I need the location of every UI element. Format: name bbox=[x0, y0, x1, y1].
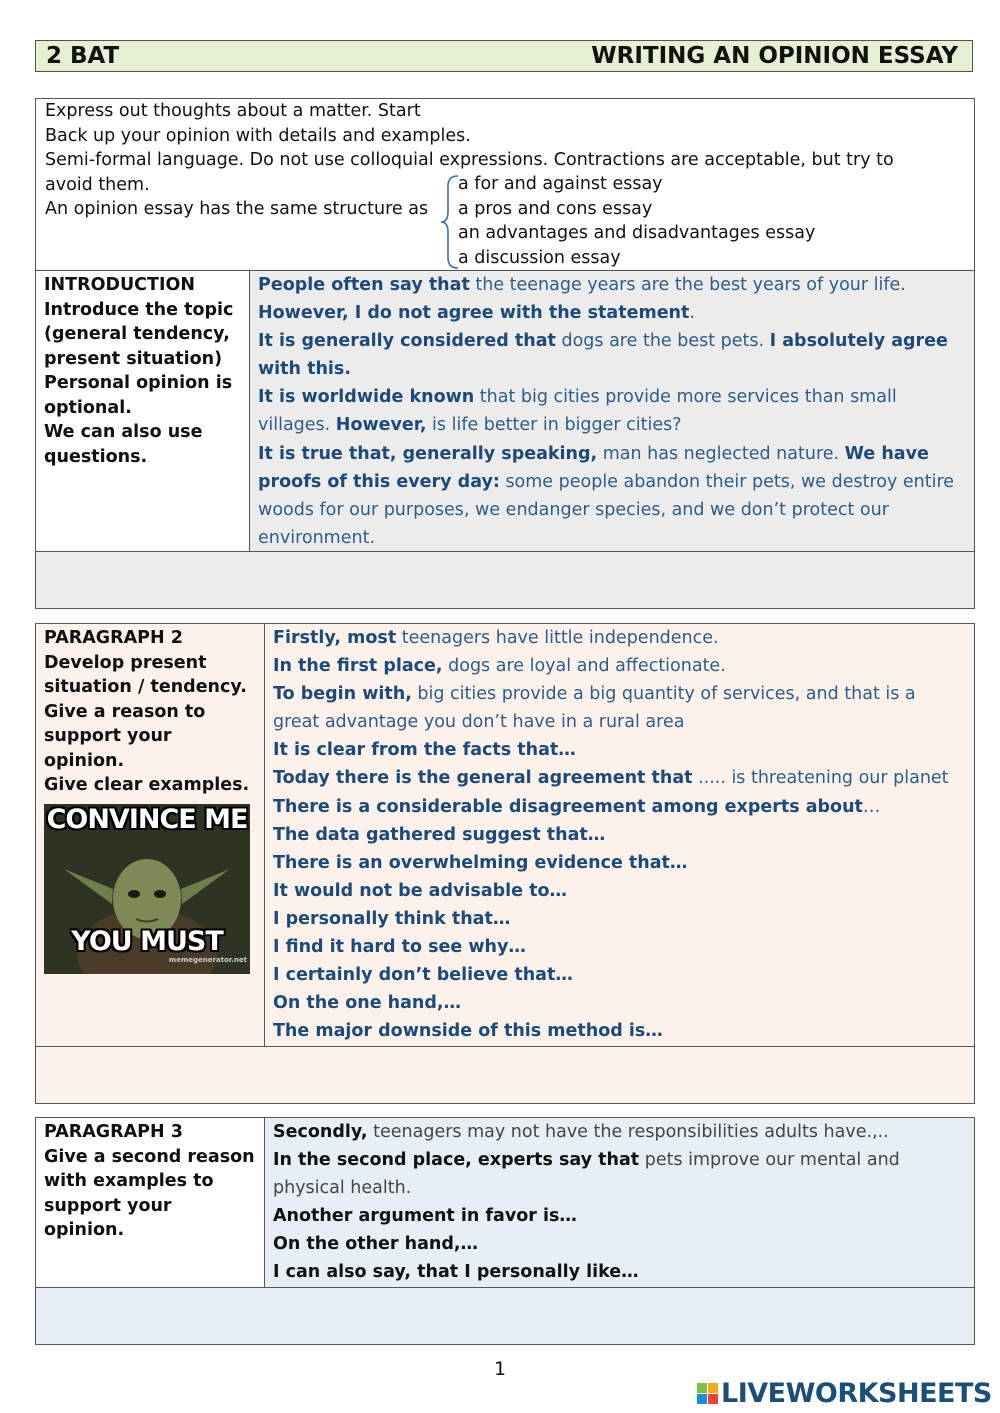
instruction-line: Give a reason to bbox=[44, 701, 206, 722]
meme-bottom-text: YOU MUST bbox=[71, 925, 223, 957]
description-line: Back up your opinion with details and examples. bbox=[45, 125, 471, 146]
phrase-text: that big cities provide more services than small villages. bbox=[258, 387, 897, 436]
phrase-bold: I find it hard to see why… bbox=[273, 937, 526, 958]
phrase-bold: The data gathered suggest that… bbox=[273, 824, 606, 845]
introduction-instructions bbox=[36, 271, 250, 551]
structure-item: a discussion essay bbox=[458, 247, 621, 268]
instruction-line: Personal opinion is bbox=[44, 373, 233, 393]
phrase-line bbox=[258, 383, 966, 439]
phrase-text: teenagers may not have the responsibilities adults have.,.. bbox=[367, 1122, 889, 1142]
phrase-bold: People often say that bbox=[258, 275, 470, 295]
instruction-line: support your bbox=[44, 1195, 172, 1216]
phrase-line bbox=[273, 989, 966, 1017]
description-line: Semi-formal language. Do not use colloquial expressions. Contractions are acceptable, but try to bbox=[45, 150, 894, 170]
introduction-phrases bbox=[250, 271, 974, 551]
phrase-bold: There is a considerable disagreement among experts about bbox=[273, 796, 863, 817]
phrase-line bbox=[273, 1017, 966, 1045]
phrase-text: pets improve our mental and physical health. bbox=[273, 1150, 900, 1199]
phrase-line bbox=[273, 652, 966, 680]
structure-item: an advantages and disadvantages essay bbox=[458, 223, 816, 243]
structure-item: a for and against essay bbox=[458, 174, 663, 194]
phrase-line bbox=[258, 440, 966, 552]
phrase-bold: On the one hand,… bbox=[273, 993, 462, 1014]
phrase-bold: It is worldwide known bbox=[258, 387, 475, 408]
instruction-line: Develop present bbox=[44, 652, 207, 673]
paragraph2-phrases bbox=[265, 624, 974, 1046]
phrase-line bbox=[273, 1258, 966, 1286]
liveworksheets-logo-icon bbox=[697, 1383, 718, 1404]
instruction-line: Give a second reason bbox=[44, 1146, 255, 1167]
curly-brace-icon bbox=[440, 174, 460, 270]
phrase-bold: I certainly don’t believe that… bbox=[273, 965, 573, 986]
liveworksheets-logo bbox=[697, 1378, 992, 1409]
section-heading: PARAGRAPH 3 bbox=[44, 1122, 183, 1142]
paragraph3-section bbox=[35, 1117, 975, 1288]
yoda-meme-image bbox=[44, 804, 250, 974]
phrase-bold: It is true that, generally speaking, bbox=[258, 443, 598, 464]
class-label: 2 BAT bbox=[46, 43, 120, 69]
phrase-text: some people abandon their pets, we destroy entire woods for our purposes, we endanger species, and we don’t protect our environment. bbox=[258, 471, 955, 548]
phrase-bold: I personally think that… bbox=[273, 908, 511, 929]
phrase-bold: Today there is the general agreement that bbox=[273, 768, 693, 789]
section-heading: PARAGRAPH 2 bbox=[44, 628, 183, 648]
phrase-line bbox=[258, 299, 966, 327]
phrase-text: dogs are the best pets. bbox=[555, 331, 770, 352]
description-box bbox=[35, 98, 975, 271]
phrase-line bbox=[273, 821, 966, 849]
phrase-bold: It is generally considered that bbox=[258, 331, 556, 352]
phrase-line bbox=[273, 877, 966, 905]
phrase-text: man has neglected nature. bbox=[597, 443, 845, 464]
paragraph3-phrases bbox=[265, 1118, 974, 1287]
phrase-line bbox=[273, 736, 966, 764]
introduction-section bbox=[35, 270, 975, 552]
worksheet-title: WRITING AN OPINION ESSAY bbox=[591, 43, 958, 69]
phrase-bold: There is an overwhelming evidence that… bbox=[273, 852, 688, 873]
phrase-bold: Secondly, bbox=[273, 1122, 368, 1142]
instruction-line: opinion. bbox=[44, 1220, 125, 1240]
phrase-line bbox=[273, 1118, 966, 1146]
paragraph2-instructions bbox=[36, 624, 265, 1046]
phrase-line bbox=[273, 961, 966, 989]
phrase-line bbox=[273, 849, 966, 877]
phrase-line bbox=[273, 1146, 966, 1202]
paragraph3-answer-area[interactable] bbox=[35, 1287, 975, 1345]
phrase-line bbox=[273, 933, 966, 961]
instruction-line: questions. bbox=[44, 446, 148, 467]
phrase-line bbox=[273, 680, 966, 736]
instruction-line: (general tendency, bbox=[44, 324, 230, 344]
phrase-bold: It would not be advisable to… bbox=[273, 880, 568, 901]
phrase-bold: We have proofs of this every day: bbox=[258, 443, 929, 492]
instruction-line: opinion. bbox=[44, 750, 125, 771]
phrase-line bbox=[273, 905, 966, 933]
phrase-bold: Firstly, most bbox=[273, 628, 397, 648]
paragraph2-section bbox=[35, 623, 975, 1047]
phrase-bold: I absolutely agree with this. bbox=[258, 331, 948, 380]
structure-item: a pros and cons essay bbox=[458, 198, 653, 219]
instruction-line: with examples to bbox=[44, 1171, 214, 1191]
phrase-text: . bbox=[689, 303, 695, 324]
logo-text: LIVEWORKSHEETS bbox=[721, 1378, 992, 1409]
page-number: 1 bbox=[493, 1358, 507, 1380]
phrase-line bbox=[258, 327, 966, 383]
phrase-bold: It is clear from the facts that… bbox=[273, 740, 576, 761]
paragraph3-instructions bbox=[36, 1118, 265, 1287]
phrase-text: is life better in bigger cities? bbox=[426, 415, 682, 436]
instruction-line: Introduce the topic bbox=[44, 299, 234, 320]
phrase-line bbox=[273, 1230, 966, 1258]
phrase-text: … bbox=[862, 796, 881, 817]
phrase-line bbox=[258, 271, 966, 299]
phrase-text: big cities provide a big quantity of services, and that is a great advantage you don’t have in a rural area bbox=[273, 684, 916, 733]
paragraph2-answer-area[interactable] bbox=[35, 1046, 975, 1104]
phrase-bold: However, bbox=[335, 415, 427, 436]
instruction-line: present situation) bbox=[44, 348, 223, 369]
phrase-bold: The major downside of this method is… bbox=[273, 1021, 663, 1042]
phrase-text: ..... is threatening our planet bbox=[692, 768, 949, 789]
phrase-bold: However, I do not agree with the statement bbox=[258, 303, 690, 324]
phrase-bold: I can also say, that I personally like… bbox=[273, 1262, 639, 1283]
instruction-line: optional. bbox=[44, 397, 132, 418]
phrase-bold: To begin with, bbox=[273, 684, 412, 705]
instruction-line: situation / tendency. bbox=[44, 677, 247, 697]
instruction-line: support your bbox=[44, 726, 172, 746]
phrase-line bbox=[273, 624, 966, 652]
phrase-bold: Another argument in favor is… bbox=[273, 1206, 577, 1227]
phrase-bold: In the first place, bbox=[273, 656, 443, 677]
section-heading: INTRODUCTION bbox=[44, 275, 195, 295]
worksheet-header bbox=[35, 40, 973, 72]
phrase-line bbox=[273, 1202, 966, 1230]
instruction-line: We can also use bbox=[44, 422, 203, 442]
structure-list bbox=[458, 172, 815, 270]
phrase-text: dogs are loyal and affectionate. bbox=[442, 656, 726, 677]
phrase-text: the teenage years are the best years of your life. bbox=[469, 275, 906, 295]
phrase-bold: In the second place, experts say that bbox=[273, 1150, 640, 1171]
phrase-text: teenagers have little independence. bbox=[396, 628, 719, 648]
description-line: Express out thoughts about a matter. Start bbox=[45, 101, 421, 121]
description-line: avoid them. bbox=[45, 174, 150, 195]
description-line: An opinion essay has the same structure as bbox=[45, 199, 429, 219]
phrase-line bbox=[273, 793, 966, 821]
meme-top-text: CONVINCE ME bbox=[46, 803, 248, 835]
phrase-bold: On the other hand,… bbox=[273, 1234, 479, 1255]
introduction-answer-area[interactable] bbox=[35, 551, 975, 609]
phrase-line bbox=[273, 764, 966, 792]
instruction-line: Give clear examples. bbox=[44, 775, 250, 795]
meme-credit: memegenerator.net bbox=[168, 956, 247, 964]
